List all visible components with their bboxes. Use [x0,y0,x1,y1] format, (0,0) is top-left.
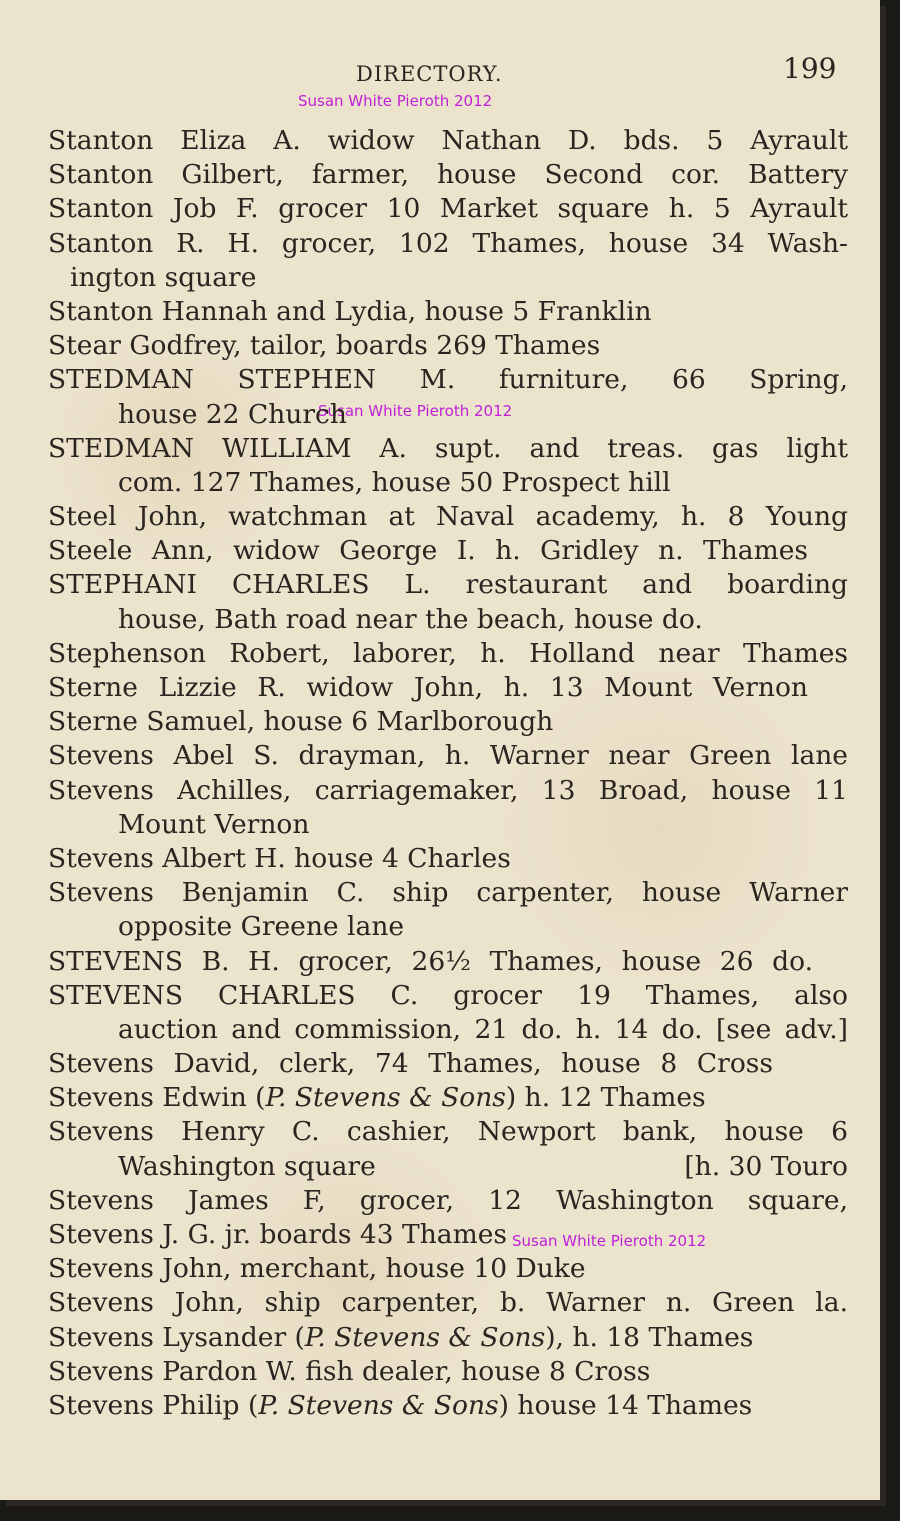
entry-line: Stevens Pardon W. fish dealer, house 8 Cross [48,1355,651,1387]
entry-continuation: house 22 Church [118,398,347,430]
entry-continuation: opposite Greene lane [118,911,405,943]
entry-line: Stevens John, merchant, house 10 Duke [48,1253,586,1285]
entry-line: Stevens Albert H. house 4 Charles [48,842,511,874]
entry-line: Stevens J. G. jr. boards 43 Thames [48,1219,508,1250]
watermark: Susan White Pieroth 2012 [298,92,493,110]
page-number: 199 [783,52,837,85]
page-header [0,52,880,96]
entry-text: Washington square [118,1150,376,1182]
entry-line: Stephenson Robert, laborer, h. Holland near Thames [48,637,848,669]
entry-text: ), h. 18 Thames [545,1321,754,1353]
watermark: Susan White Pieroth 2012 [318,402,513,420]
bracketed-address: [h. 30 Touro [684,1150,848,1182]
entry-line: Sterne Samuel, house 6 Marlborough [48,706,554,738]
firm-name: P. Stevens & Sons [258,1389,499,1421]
entry-line: STEDMAN STEPHEN M. furniture, 66 Spring, [48,364,848,396]
entry-continuation [48,1150,848,1184]
entry-line: Stevens David, clerk, 74 Thames, house 8 Cross [48,1048,773,1080]
entry-text: ) house 14 Thames [498,1389,753,1421]
entry-line: STEPHANI CHARLES L. restaurant and boarding [48,569,848,601]
entry-continuation: Mount Vernon [118,808,310,840]
entry-line: Steele Ann, widow George I. h. Gridley n. Thames [48,535,808,567]
entry-line [48,1081,848,1115]
entry-continuation: auction and commission, 21 do. h. 14 do. [see adv.] [118,1013,848,1045]
entry-line: Stanton Hannah and Lydia, house 5 Franklin [48,295,652,327]
entry-line: Stevens Achilles, carriagemaker, 13 Broad, house 11 [48,774,848,806]
entry-line: Stanton R. H. grocer, 102 Thames, house 34 Wash- [48,227,848,259]
entry-line: Steel John, watchman at Naval academy, h. 8 Young [48,501,848,533]
entry-line: Stevens John, ship carpenter, b. Warner n. Green la. [48,1287,848,1319]
entry-text: Stevens Philip ( [48,1389,259,1421]
entry-line: Stanton Job F. grocer 10 Market square h. 5 Ayrault [48,193,848,225]
entry-line [48,1321,848,1355]
entry-line: STEDMAN WILLIAM A. supt. and treas. gas light [48,432,848,464]
entry-line: Stevens James F, grocer, 12 Washington square, [48,1184,848,1216]
running-head: DIRECTORY. [356,62,503,86]
entry-text: Stevens Lysander ( [48,1321,305,1353]
entry-line: Stear Godfrey, tailor, boards 269 Thames [48,330,601,362]
entry-line: Stevens Abel S. drayman, h. Warner near Green lane [48,740,848,772]
entry-line: Sterne Lizzie R. widow John, h. 13 Mount Vernon [48,672,808,703]
entry-continuation: com. 127 Thames, house 50 Prospect hill [118,466,671,498]
directory-entries [48,124,848,1423]
firm-name: P. Stevens & Sons [265,1082,506,1114]
entry-text: ) h. 12 Thames [505,1082,706,1114]
entry-line: Stevens Benjamin C. ship carpenter, house Warner [48,877,848,909]
entry-continuation: ington square [70,261,257,293]
entry-text: Stevens Edwin ( [48,1082,266,1114]
entry-line: Stevens Henry C. cashier, Newport bank, house 6 [48,1116,848,1148]
firm-name: P. Stevens & Sons [304,1321,546,1353]
watermark: Susan White Pieroth 2012 [512,1232,707,1250]
entry-continuation: house, Bath road near the beach, house do. [118,603,703,635]
entry-line: STEVENS CHARLES C. grocer 19 Thames, also [48,979,848,1011]
entry-line: Stanton Gilbert, farmer, house Second cor. Battery [48,159,848,191]
entry-line: Stanton Eliza A. widow Nathan D. bds. 5 Ayrault [48,125,848,156]
entry-line: STEVENS B. H. grocer, 26½ Thames, house 26 do. [48,945,813,977]
entry-line [48,1389,848,1423]
